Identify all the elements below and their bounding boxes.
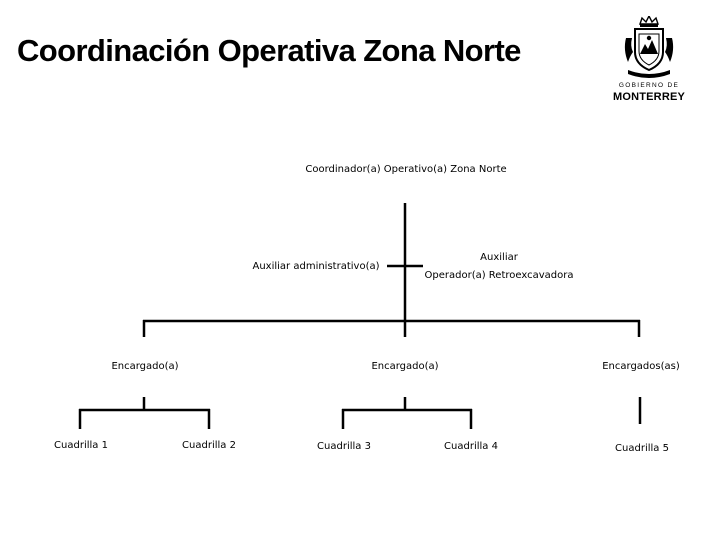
coordinator-box: Coordinador(a) Operativo(a) Zona Norte <box>305 164 507 175</box>
assistant-operator-line1: Auxiliar <box>480 252 518 263</box>
assistant-admin-box: Auxiliar administrativo(a) <box>252 261 380 272</box>
page-title: Coordinación Operativa Zona Norte <box>17 33 521 68</box>
crew-2-box: Cuadrilla 2 <box>182 440 236 451</box>
assistant-operator-box <box>425 249 574 285</box>
crew-3-box: Cuadrilla 3 <box>317 441 371 452</box>
crew-4-box: Cuadrilla 4 <box>444 441 498 452</box>
assistant-operator-line2: Operador(a) Retroexcavadora <box>424 270 574 281</box>
logo-line-2: MONTERREY <box>612 91 686 103</box>
crew-1-box: Cuadrilla 1 <box>54 440 108 451</box>
manager-3-box: Encargados(as) <box>602 361 680 372</box>
crew-5-box: Cuadrilla 5 <box>615 443 669 454</box>
logo-line-1: GOBIERNO DE <box>618 82 680 89</box>
manager-2-box: Encargado(a) <box>371 361 439 372</box>
manager-1-box: Encargado(a) <box>111 361 179 372</box>
